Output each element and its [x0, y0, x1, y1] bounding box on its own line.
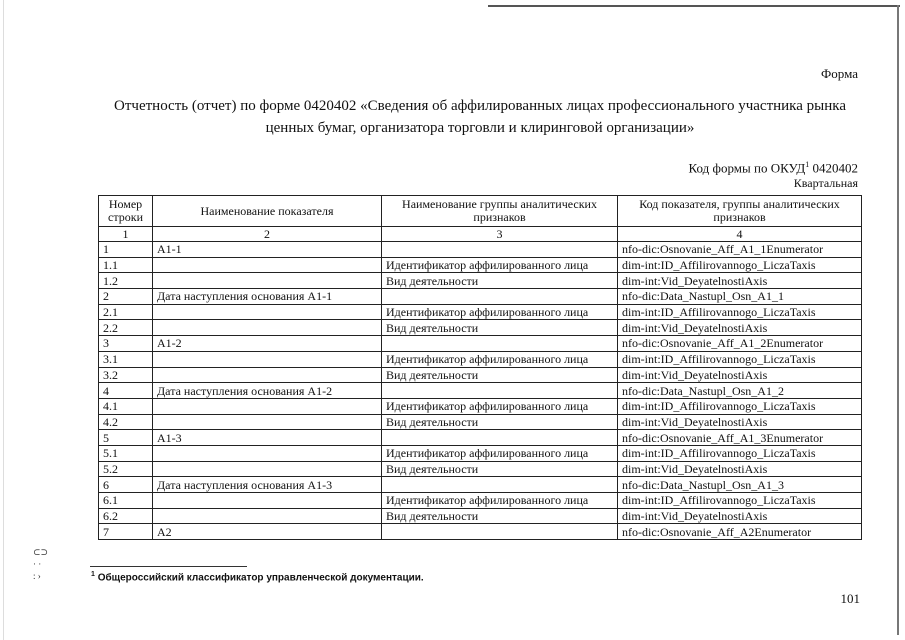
row-number: 5	[99, 430, 153, 446]
indicator-code: dim-int:Vid_DeyatelnostiAxis	[618, 367, 862, 383]
column-number: 1	[99, 227, 153, 242]
table-row	[99, 304, 862, 320]
group-name	[382, 289, 618, 305]
row-number: 6.1	[99, 493, 153, 509]
header-code: Код показателя, группы аналитических признаков	[618, 196, 862, 227]
indicator-code: nfo-dic:Osnovanie_Aff_A1_1Enumerator	[618, 242, 862, 258]
group-name: Вид деятельности	[382, 367, 618, 383]
table-row	[99, 508, 862, 524]
reporting-period: Квартальная	[793, 176, 858, 190]
indicator-name: Дата наступления основания A1-1	[153, 289, 382, 305]
table-row	[99, 398, 862, 414]
page-number: 101	[840, 591, 860, 606]
table-row	[99, 383, 862, 399]
table-row	[99, 367, 862, 383]
indicator-code: dim-int:Vid_DeyatelnostiAxis	[618, 508, 862, 524]
indicator-code: nfo-dic:Osnovanie_Aff_A1_2Enumerator	[618, 336, 862, 352]
indicator-name	[153, 445, 382, 461]
row-number: 3	[99, 336, 153, 352]
table-row	[99, 289, 862, 305]
header-group-name: Наименование группы аналитических признаков	[382, 196, 618, 227]
table-row	[99, 461, 862, 477]
group-name: Идентификатор аффилированного лица	[382, 304, 618, 320]
row-number: 3.2	[99, 367, 153, 383]
group-name: Вид деятельности	[382, 414, 618, 430]
indicator-name	[153, 414, 382, 430]
group-name	[382, 383, 618, 399]
table-row	[99, 493, 862, 509]
indicator-code: dim-int:ID_Affilirovannogo_LiczaTaxis	[618, 493, 862, 509]
footnote-ref: 1	[91, 571, 95, 578]
table-row	[99, 257, 862, 273]
group-name	[382, 430, 618, 446]
group-name: Идентификатор аффилированного лица	[382, 257, 618, 273]
indicator-code: dim-int:ID_Affilirovannogo_LiczaTaxis	[618, 351, 862, 367]
indicator-name	[153, 493, 382, 509]
footnote	[91, 571, 424, 583]
column-number: 4	[618, 227, 862, 242]
group-name	[382, 242, 618, 258]
indicator-code: dim-int:ID_Affilirovannogo_LiczaTaxis	[618, 398, 862, 414]
table-row	[99, 242, 862, 258]
indicator-code: dim-int:Vid_DeyatelnostiAxis	[618, 461, 862, 477]
group-name: Вид деятельности	[382, 320, 618, 336]
margin-mark-glyph: · ·	[33, 559, 42, 569]
row-number: 1.1	[99, 257, 153, 273]
row-number: 2.1	[99, 304, 153, 320]
group-name	[382, 477, 618, 493]
okud-footnote-ref: 1	[805, 160, 810, 169]
header-indicator-name: Наименование показателя	[153, 196, 382, 227]
row-number: 5.1	[99, 445, 153, 461]
indicator-name: Дата наступления основания A1-3	[153, 477, 382, 493]
indicator-name	[153, 398, 382, 414]
table-row	[99, 351, 862, 367]
indicator-name: A1-3	[153, 430, 382, 446]
table-row	[99, 430, 862, 446]
row-number: 4.2	[99, 414, 153, 430]
row-number: 3.1	[99, 351, 153, 367]
column-number: 2	[153, 227, 382, 242]
row-number: 1.2	[99, 273, 153, 289]
document-title	[60, 95, 900, 139]
indicator-name	[153, 367, 382, 383]
okud-code-line	[689, 160, 858, 176]
table-row	[99, 445, 862, 461]
indicator-code: nfo-dic:Osnovanie_Aff_A2Enumerator	[618, 524, 862, 540]
group-name	[382, 524, 618, 540]
header-row-number: Номер строки	[99, 196, 153, 227]
row-number: 6.2	[99, 508, 153, 524]
table-row	[99, 524, 862, 540]
table-row	[99, 320, 862, 336]
indicator-name	[153, 304, 382, 320]
indicator-name	[153, 273, 382, 289]
margin-mark-glyph: ⊂⊃	[33, 547, 49, 557]
group-name: Вид деятельности	[382, 273, 618, 289]
row-number: 2	[99, 289, 153, 305]
row-number: 6	[99, 477, 153, 493]
indicator-code: dim-int:ID_Affilirovannogo_LiczaTaxis	[618, 257, 862, 273]
indicator-name: A1-2	[153, 336, 382, 352]
indicator-code: nfo-dic:Data_Nastupl_Osn_A1_1	[618, 289, 862, 305]
row-number: 4	[99, 383, 153, 399]
margin-marks	[33, 546, 48, 582]
indicator-code: nfo-dic:Osnovanie_Aff_A1_3Enumerator	[618, 430, 862, 446]
group-name: Вид деятельности	[382, 461, 618, 477]
form-label: Форма	[821, 66, 858, 81]
group-name: Идентификатор аффилированного лица	[382, 445, 618, 461]
row-number: 1	[99, 242, 153, 258]
table-row	[99, 477, 862, 493]
row-number: 5.2	[99, 461, 153, 477]
group-name: Идентификатор аффилированного лица	[382, 493, 618, 509]
indicator-code: nfo-dic:Data_Nastupl_Osn_A1_3	[618, 477, 862, 493]
indicator-name	[153, 508, 382, 524]
title-line-1: Отчетность (отчет) по форме 0420402 «Сведения об аффилированных лицах профессионального участника рынка	[114, 98, 846, 114]
page-top-edge	[488, 5, 900, 7]
column-number: 3	[382, 227, 618, 242]
indicator-code: dim-int:Vid_DeyatelnostiAxis	[618, 414, 862, 430]
indicator-code: nfo-dic:Data_Nastupl_Osn_A1_2	[618, 383, 862, 399]
indicator-name	[153, 257, 382, 273]
indicator-code: dim-int:Vid_DeyatelnostiAxis	[618, 320, 862, 336]
okud-code: 0420402	[812, 160, 858, 176]
page-left-edge	[3, 0, 4, 640]
indicator-code: dim-int:ID_Affilirovannogo_LiczaTaxis	[618, 445, 862, 461]
footnote-text: Общероссийский классификатор управленческой документации.	[97, 572, 424, 584]
table-row	[99, 414, 862, 430]
footnote-separator	[90, 566, 247, 567]
indicator-name	[153, 461, 382, 477]
indicator-name: Дата наступления основания A1-2	[153, 383, 382, 399]
table-body	[99, 227, 862, 540]
indicator-name: A2	[153, 524, 382, 540]
indicator-code: dim-int:Vid_DeyatelnostiAxis	[618, 273, 862, 289]
indicators-table	[98, 195, 862, 540]
column-number-row	[99, 227, 862, 242]
group-name: Вид деятельности	[382, 508, 618, 524]
indicator-name: A1-1	[153, 242, 382, 258]
group-name: Идентификатор аффилированного лица	[382, 398, 618, 414]
row-number: 4.1	[99, 398, 153, 414]
table-row	[99, 273, 862, 289]
group-name: Идентификатор аффилированного лица	[382, 351, 618, 367]
row-number: 7	[99, 524, 153, 540]
indicator-name	[153, 351, 382, 367]
table-header-row	[99, 196, 862, 227]
table-row	[99, 336, 862, 352]
row-number: 2.2	[99, 320, 153, 336]
okud-label: Код формы по ОКУД	[688, 160, 806, 176]
indicator-code: dim-int:ID_Affilirovannogo_LiczaTaxis	[618, 304, 862, 320]
group-name	[382, 336, 618, 352]
title-line-2: ценных бумаг, организатора торговли и клиринговой организации»	[265, 120, 695, 136]
indicator-name	[153, 320, 382, 336]
margin-mark-glyph: : ›	[33, 571, 41, 581]
